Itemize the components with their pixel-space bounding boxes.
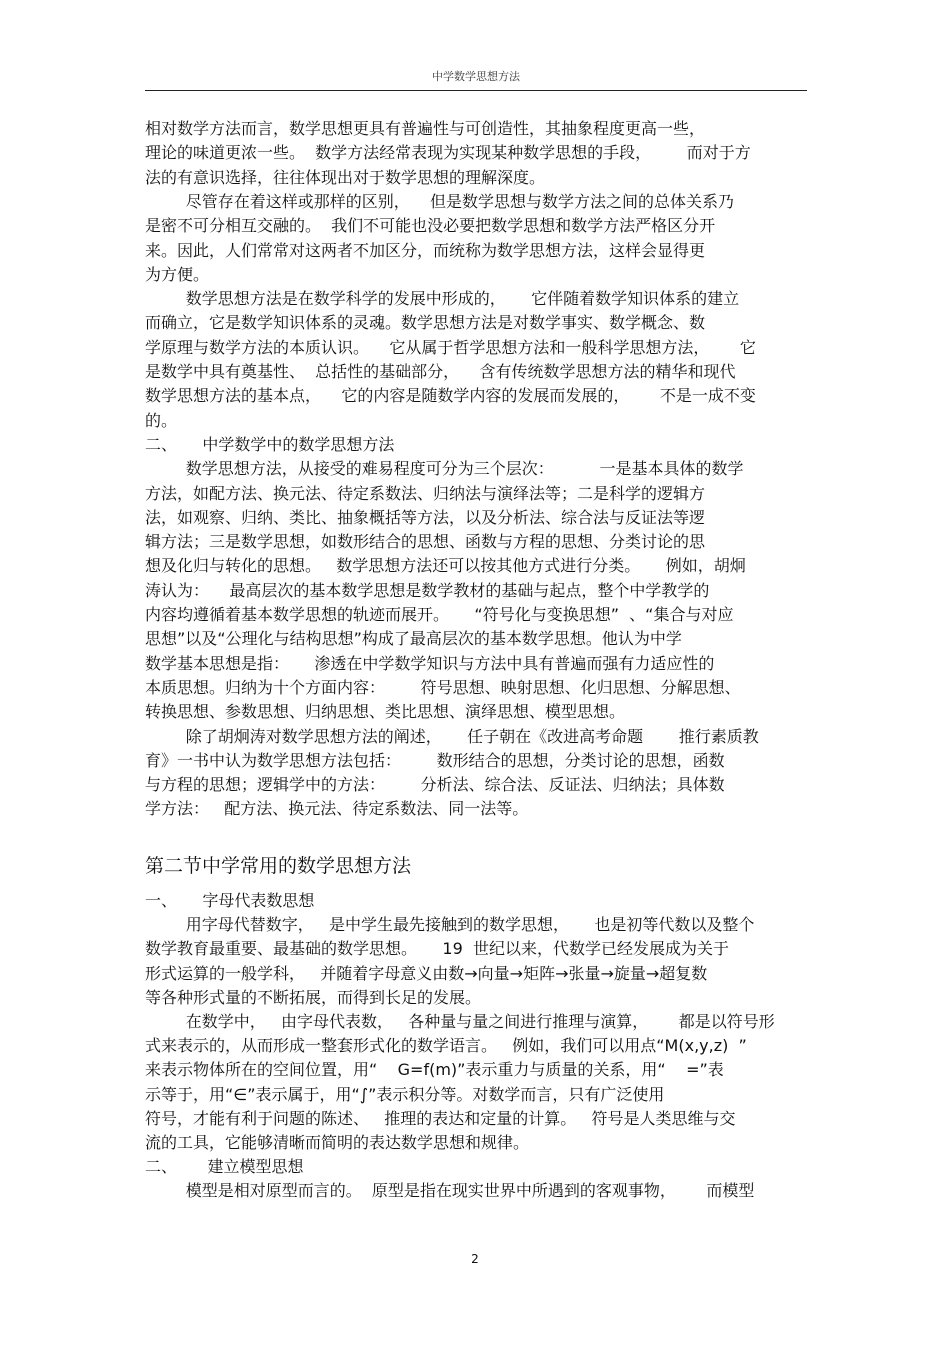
text-line: 在数学中， 由字母代表数， 各种量与量之间进行推理与演算， 都是以符号形 [145, 1012, 775, 1031]
text-line: 数学思想方法，从接受的难易程度可分为三个层次： 一是基本具体的数学 [145, 459, 744, 479]
text-line: 数学思想方法的基本点， 它的内容是随数学内容的发展而发展的， 不是一成不变 [145, 386, 756, 406]
section-heading: 第二节中学常用的数学思想方法 [145, 855, 412, 877]
text-line: 为方便。 [145, 264, 210, 284]
text-line: 与方程的思想；逻辑学中的方法： 分析法、综合法、反证法、归纳法；具体数 [145, 775, 725, 795]
text-line: 的。 [145, 410, 178, 430]
text-line: 一、 字母代表数思想 [145, 891, 315, 910]
text-line: 来。因此，人们常常对这两者不加区分，而统称为数学思想方法，这样会显得更 [145, 240, 706, 260]
text-line: 数学教育最重要、最基础的数学思想。 19 世纪以来，代数学已经发展成为关于 [145, 939, 729, 959]
text-line: 数学基本思想是指： 渗透在中学数学知识与方法中具有普遍而强有力适应性的 [145, 653, 715, 673]
text-line: 尽管存在着这样或那样的区别， 但是数学思想与数学方法之间的总体关系乃 [145, 191, 735, 211]
text-line: 二、 建立模型思想 [145, 1157, 304, 1177]
text-line: 流的工具，它能够清晰而简明的表达数学思想和规律。 [145, 1133, 530, 1152]
text-line: 想及化归与转化的思想。 数学思想方法还可以按其他方式进行分类。 例如，胡炯 [145, 556, 746, 576]
text-line: 模型是相对原型而言的。 原型是指在现实世界中所遇到的客观事物， 而模型 [145, 1181, 755, 1201]
text-line: 思想”以及“公理化与结构思想”构成了最高层次的基本数学思想。他认为中学 [145, 629, 682, 649]
page-number: 2 [471, 1252, 479, 1266]
text-line: 而确立，它是数学知识体系的灵魂。数学思想方法是对数学事实、数学概念、数 [145, 313, 706, 333]
running-header: 中学数学思想方法 [432, 70, 520, 83]
text-line: 二、 中学数学中的数学思想方法 [145, 434, 395, 454]
text-line: 育》一书中认为数学思想方法包括： 数形结合的思想，分类讨论的思想，函数 [145, 750, 725, 770]
text-line: 除了胡炯涛对数学思想方法的阐述， 任子朝在《改进高考命题 推行素质教 [145, 726, 759, 746]
text-line: 本质思想。归纳为十个方面内容： 符号思想、映射思想、化归思想、分解思想、 [145, 677, 741, 697]
text-line: 学方法： 配方法、换元法、待定系数法、同一法等。 [145, 799, 529, 819]
text-line: 法，如观察、归纳、类比、抽象概括等方法，以及分析法、综合法与反证法等逻 [145, 507, 706, 527]
text-line: 数学思想方法是在数学科学的发展中形成的， 它伴随着数学知识体系的建立 [145, 289, 740, 309]
text-line: 形式运算的一般学科， 并随着字母意义由数→向量→矩阵→张量→旋量→超复数 [145, 963, 708, 983]
text-line: 法的有意识选择，往往体现出对于数学思想的理解深度。 [145, 167, 546, 187]
text-line: 内容均遵循着基本数学思想的轨迹而展开。 “符号化与变换思想” 、“集合与对应 [145, 605, 734, 624]
text-line: 式来表示的，从而形成一整套形式化的数学语言。 例如，我们可以用点“M(x,y,z) ” [145, 1036, 747, 1056]
text-line: 用字母代替数字， 是中学生最先接触到的数学思想， 也是初等代数以及整个 [145, 915, 755, 935]
text-line: 是密不可分相互交融的。 我们不可能也没必要把数学思想和数学方法严格区分开 [145, 216, 716, 236]
text-line: 来表示物体所在的空间位置，用“ G=f(m)”表示重力与质量的关系，用“ =”表 [145, 1060, 724, 1080]
text-line: 辑方法；三是数学思想，如数形结合的思想、函数与方程的思想、分类讨论的思 [145, 532, 706, 552]
text-line: 相对数学方法而言，数学思想更具有普遍性与可创造性，其抽象程度更高一些， [145, 119, 706, 138]
text-line: 涛认为： 最高层次的基本数学思想是数学教材的基础与起点，整个中学教学的 [145, 580, 710, 600]
text-line: 方法，如配方法、换元法、待定系数法、归纳法与演绎法等；二是科学的逻辑方 [145, 483, 706, 503]
text-line: 示等于，用“∈”表示属于，用“∫”表示积分等。对数学而言，只有广泛使用 [145, 1084, 665, 1104]
text-line: 理论的味道更浓一些。 数学方法经常表现为实现某种数学思想的手段， 而对于方 [145, 143, 751, 163]
text-line: 是数学中具有奠基性、 总括性的基础部分， 含有传统数学思想方法的精华和现代 [145, 362, 736, 381]
text-line: 符号，才能有利于问题的陈述、 推理的表达和定量的计算。 符号是人类思维与交 [145, 1108, 736, 1128]
text-line: 学原理与数学方法的本质认识。 它从属于哲学思想方法和一般科学思想方法， 它 [145, 337, 756, 357]
text-line: 转换思想、参数思想、归纳思想、类比思想、演绎思想、模型思想。 [145, 702, 626, 722]
text-line: 等各种形式量的不断拓展，而得到长足的发展。 [145, 987, 482, 1007]
header-rule [145, 90, 807, 91]
